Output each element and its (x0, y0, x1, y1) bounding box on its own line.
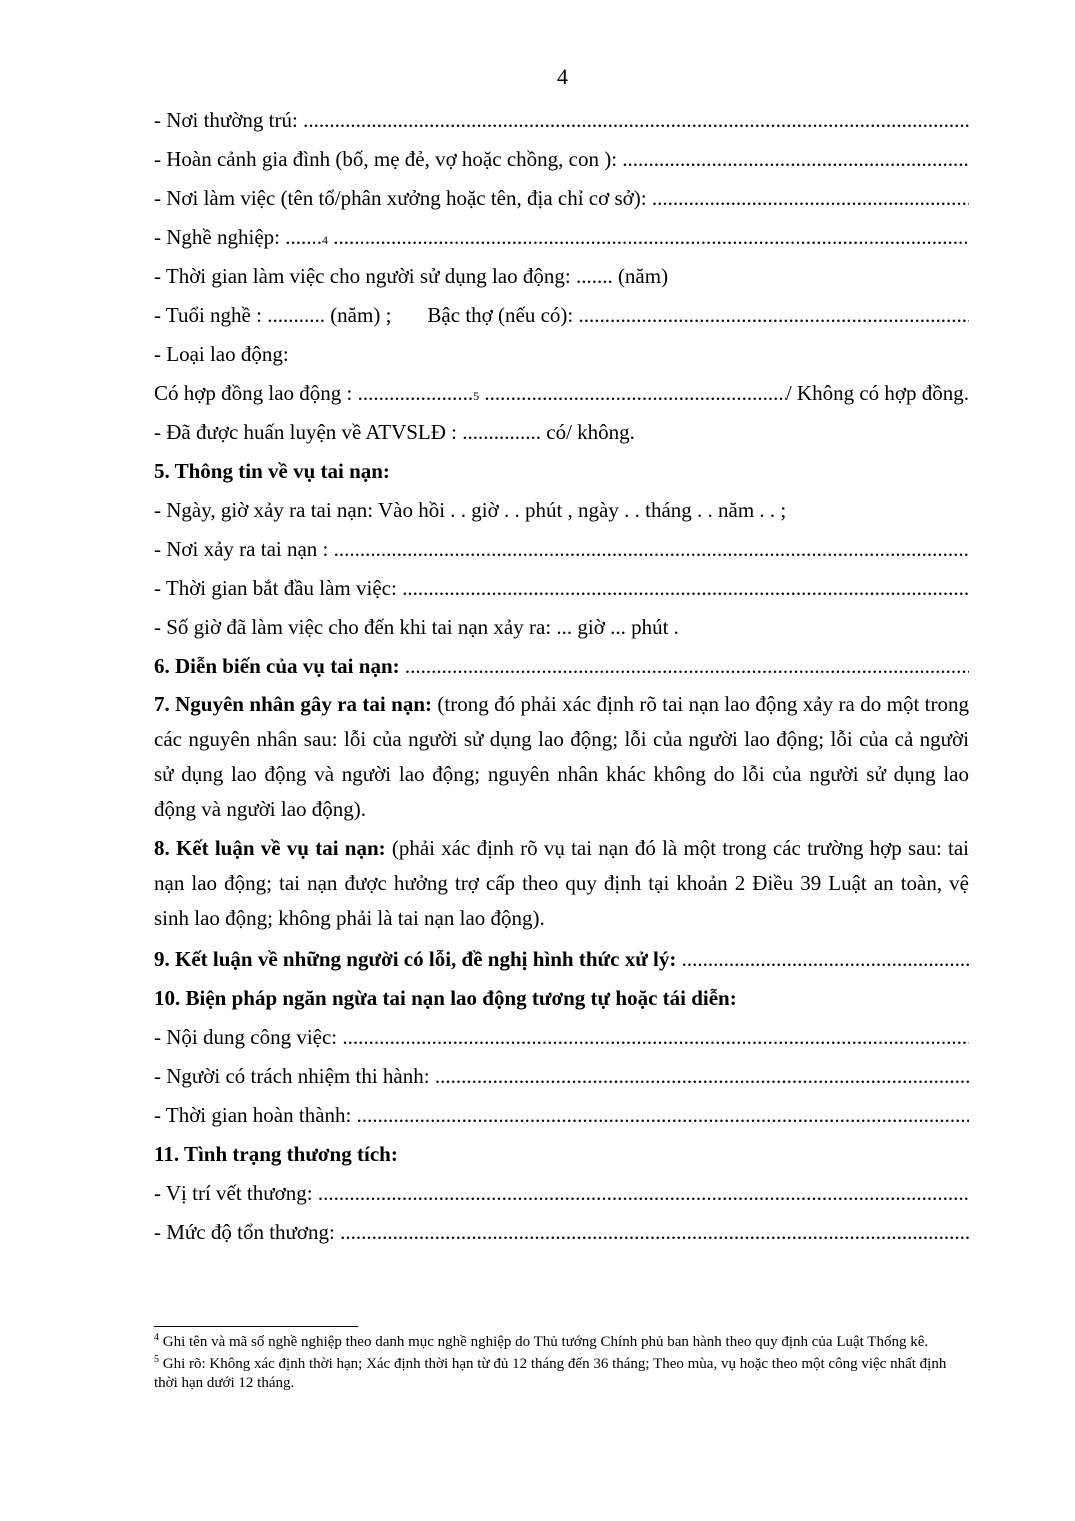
field-label: - Nơi thường trú: (154, 108, 298, 132)
field-injury-severity (154, 1213, 969, 1252)
field-responsible-person (154, 1057, 969, 1096)
field-label-grade: Bậc thợ (nếu có): (427, 303, 574, 327)
section-9-heading: 9. Kết luận về những người có lỗi, đề nghị hình thức xử lý: ..... (154, 940, 969, 979)
field-label: - Nơi làm việc (tên tổ/phân xưởng hoặc tên, địa chỉ cơ sở): (154, 186, 647, 210)
field-wound-location (154, 1174, 969, 1213)
field-accident-datetime (154, 491, 969, 530)
field-label: - Vị trí vết thương: (154, 1181, 313, 1205)
fill-dots (652, 179, 969, 218)
section-7 (154, 687, 969, 827)
footnote-marker: 5 (154, 1354, 159, 1365)
footnotes (154, 1333, 969, 1396)
field-label: - Thời gian hoàn thành: (154, 1103, 352, 1127)
section-6-heading: 6. Diễn biến của vụ tai nạn: ..... (154, 647, 969, 686)
field-label: - Đã được huấn luyện về ATVSLĐ : ............... có/ không. (154, 420, 635, 444)
field-label: - Thời gian bắt đầu làm việc: (154, 576, 397, 600)
field-label: - Ngày, giờ xảy ra tai nạn: Vào hồi . . giờ . . phút , ngày . . tháng . . năm . . ; (154, 498, 787, 522)
field-completion-time (154, 1096, 969, 1135)
field-family-situation (154, 140, 969, 179)
fill-dots (682, 940, 969, 979)
field-occupation: - Nghề nghiệp: ....... 4 ..... (154, 218, 969, 257)
fill-dots (333, 218, 969, 257)
field-work-content (154, 1018, 969, 1057)
footnote-text: Ghi tên và mã số nghề nghiệp theo danh mục nghề nghiệp do Thủ tướng Chính phủ ban hành theo quy định của Luật Thống kê. (159, 1334, 929, 1350)
fill-dots (318, 1174, 969, 1213)
footnote-text: Ghi rõ: Không xác định thời hạn; Xác định thời hạn từ đủ 12 tháng đến 36 tháng; Theo mùa, vụ hoặc theo một công việc nhất định thời hạn dưới 12 tháng. (154, 1356, 947, 1391)
fill-dots (405, 647, 969, 686)
field-permanent-residence (154, 101, 969, 140)
field-label: - Nội dung công việc: (154, 1025, 338, 1049)
field-label: - Hoàn cảnh gia đình (bố, mẹ đẻ, vợ hoặc chồng, con ): (154, 147, 618, 171)
section-8-heading: 8. Kết luận về vụ tai nạn: (154, 836, 386, 860)
field-training (154, 413, 969, 452)
fill-dots (357, 1096, 969, 1135)
field-label: - Mức độ tổn thương: (154, 1220, 335, 1244)
fill-dots (340, 1213, 969, 1252)
fill-dots (303, 101, 969, 140)
field-labor-type (154, 335, 969, 374)
field-workplace (154, 179, 969, 218)
fill-dots (334, 530, 969, 569)
fill-dots (402, 569, 969, 608)
fill-dots (578, 296, 969, 335)
field-label: - Tuổi nghề : ........... (năm) ; (154, 303, 392, 327)
footnote-4 (154, 1333, 969, 1352)
field-label: - Số giờ đã làm việc cho đến khi tai nạn xảy ra: ... giờ ... phút . (154, 615, 679, 639)
section-11-heading: 11. Tình trạng thương tích: (154, 1142, 398, 1166)
fill-dots (342, 1018, 969, 1057)
field-label-no-contract: / Không có hợp đồng. (785, 381, 969, 405)
section-10-heading: 10. Biện pháp ngăn ngừa tai nạn lao động tương tự hoặc tái diễn: (154, 986, 737, 1010)
field-work-start (154, 569, 969, 608)
field-label: - Loại lao động: (154, 342, 289, 366)
fill-dots (435, 1057, 969, 1096)
footnote-5 (154, 1355, 969, 1393)
section-8-body: (phải xác định rõ vụ tai nạn đó là một trong các trường hợp sau: tai nạn lao động; tai nạn được hưởng trợ cấp theo quy định tại khoản 2 Điều 39 Luật an toàn, vệ sinh lao động; không phải là tai nạn lao động). (154, 836, 969, 930)
footnote-marker: 4 (154, 1332, 159, 1343)
page-number: 4 (557, 64, 568, 89)
field-label: Có hợp đồng lao động : ...................... (154, 381, 474, 405)
footnote-separator (154, 1326, 358, 1327)
field-contract: Có hợp đồng lao động : ...................... 5 ..... / Không có hợp đồng. (154, 374, 969, 413)
fill-dots (622, 140, 969, 179)
section-8 (154, 831, 969, 936)
section-7-heading: 7. Nguyên nhân gây ra tai nạn: (154, 692, 433, 716)
field-label: - Người có trách nhiệm thi hành: (154, 1064, 430, 1088)
field-label: - Nơi xảy ra tai nạn : (154, 537, 329, 561)
field-seniority (154, 296, 969, 335)
field-accident-place (154, 530, 969, 569)
field-label: - Thời gian làm việc cho người sử dụng lao động: ....... (năm) (154, 264, 669, 288)
field-employment-duration (154, 257, 969, 296)
field-label: - Nghề nghiệp: ....... (154, 225, 322, 249)
fill-dots (484, 374, 785, 413)
form-content (154, 101, 969, 1252)
field-hours-worked (154, 608, 969, 647)
section-5-heading: 5. Thông tin về vụ tai nạn: (154, 459, 390, 483)
section-7-body: (trong đó phải xác định rõ tai nạn lao động xảy ra do một trong các nguyên nhân sau: lỗi của người sử dụng lao động; lỗi của người lao động; lỗi của cả người sử dụng lao động và người lao động; nguyên nhân khác không do lỗi của người sử dụng lao động và người lao động). (154, 692, 969, 821)
